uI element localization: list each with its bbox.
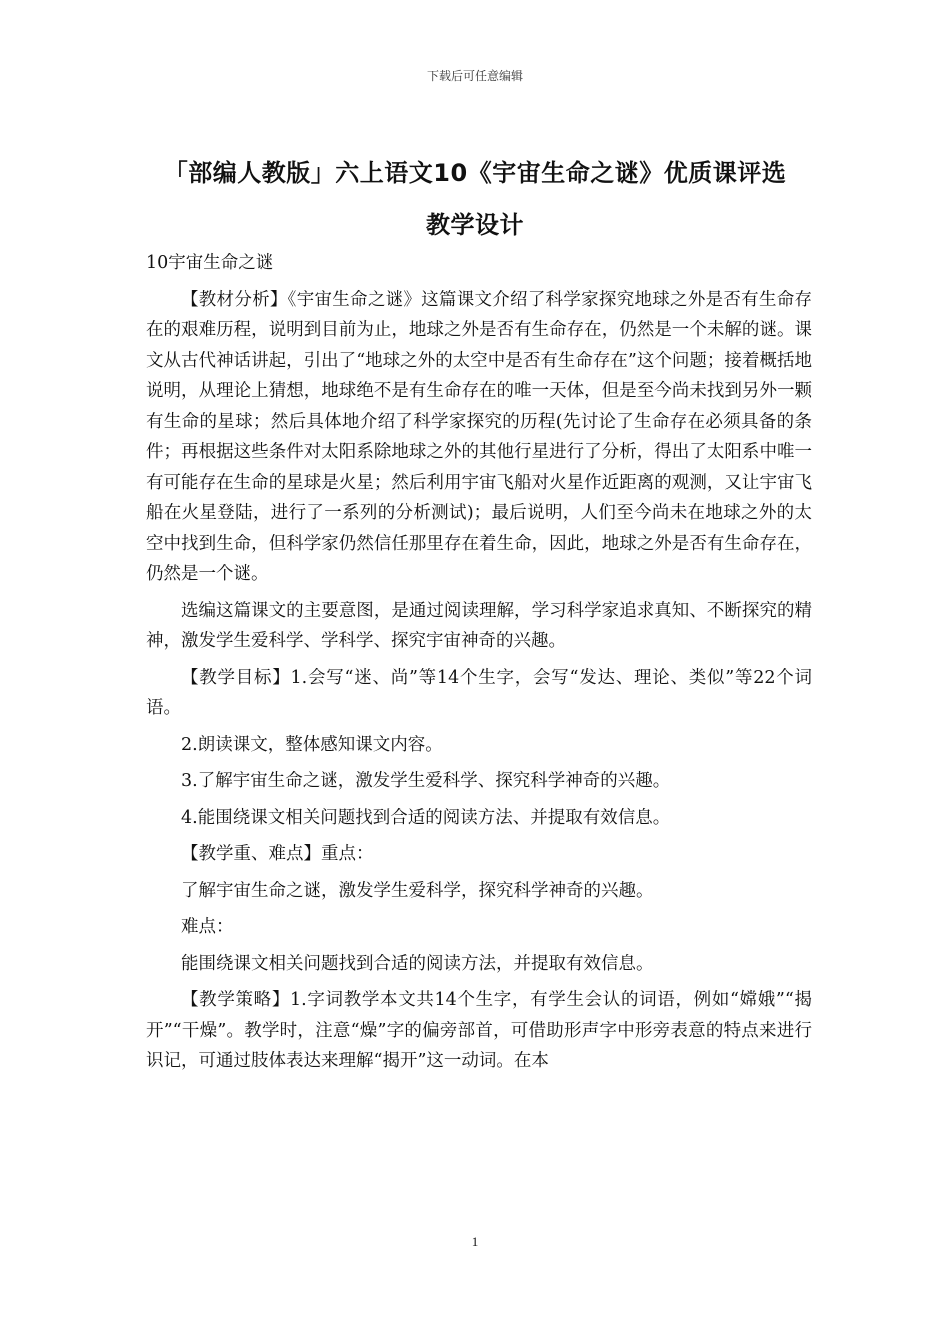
paragraph-key-points-heading: 【教学重、难点】重点：: [181, 844, 374, 864]
paragraph-material-analysis: 【教材分析】《宇宙生命之谜》这篇课文介绍了科学家探究地球之外是否有生命存在的艰难历程，说明到目前为止，地球之外是否有生命存在，仍然是一个未解的谜。课文从古代神话讲起，引出了“地球之外的太空中是否有生命存在”这个问题；接着概括地说明，从理论上猜想，地球绝不是有生命存在的唯一天体，但是至今尚未找到另外一颗有生命的星球；然后具体地介绍了科学家探究的历程(先讨论了生命存在必须具备的条件；再根据这些条件对太阳系除地球之外的其他行星进行了分析，得出了太阳系中唯一有可能存在生命的星球是火星；然后利用宇宙飞船对火星作近距离的观测，又让宇宙飞船在火星登陆，进行了一系列的分析测试)；最后说明，人们至今尚未在地球之外的太空中找到生命，但科学家仍然信任那里存在着生命，因此，地球之外是否有生命存在，仍然是一个谜。: [146, 289, 812, 584]
paragraph-goal-1: 【教学目标】1.会写“迷、尚”等14个生字，会写“发达、理论、类似”等22个词语。: [146, 667, 812, 718]
document-body: [146, 248, 812, 1083]
paragraph-difficulty: 能围绕课文相关问题找到合适的阅读方法，并提取有效信息。: [181, 953, 654, 974]
paragraph-strategy: 【教学策略】1.字词教学本文共14个生字，有学生会认的词语，例如“嫦娥”“揭开”“干燥”。教学时，注意“燥”字的偏旁部首，可借助形声字中形旁表意的特点来进行识记，可通过肢体表达来理解“揭开”这一动词。在本: [146, 990, 812, 1071]
document-title-line1: 「部编人教版」六上语文10《宇宙生命之谜》优质课评选: [163, 159, 787, 187]
paragraph-goal-2: 2.朗读课文，整体感知课文内容。: [181, 734, 443, 755]
document-title-line2: 教学设计: [426, 211, 524, 239]
paragraph-goal-4: 4.能围绕课文相关问题找到合适的阅读方法、并提取有效信息。: [181, 807, 671, 828]
paragraph-difficulty-heading: 难点：: [181, 917, 234, 937]
page-header-note: 下载后可任意编辑: [426, 69, 523, 83]
lesson-heading: 10宇宙生命之谜: [146, 253, 274, 273]
page-number: 1: [471, 1234, 479, 1249]
paragraph-goal-3: 3.了解宇宙生命之谜，激发学生爱科学、探究科学神奇的兴趣。: [181, 771, 671, 791]
paragraph-intent: 选编这篇课文的主要意图，是通过阅读理解，学习科学家追求真知、不断探究的精神，激发学生爱科学、学科学、探究宇宙神奇的兴趣。: [146, 600, 812, 651]
paragraph-key-point: 了解宇宙生命之谜，激发学生爱科学，探究科学神奇的兴趣。: [181, 880, 654, 901]
